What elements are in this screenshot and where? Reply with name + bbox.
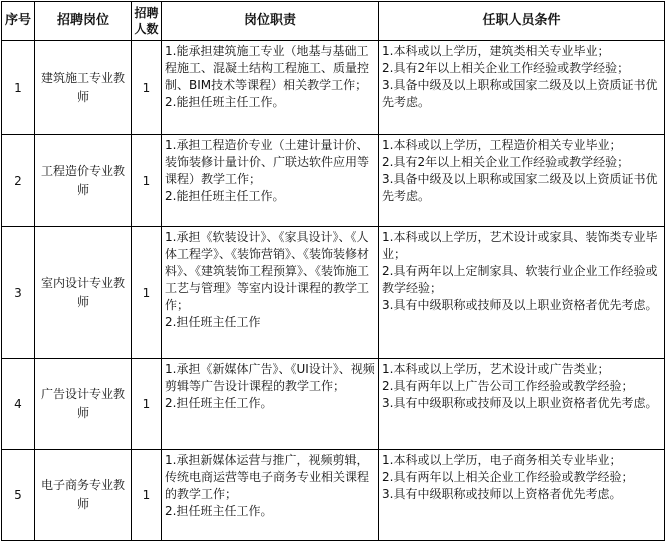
row-index: 1 — [2, 41, 35, 135]
row-index: 5 — [2, 450, 35, 541]
duty-item: 2.能担任班主任工作。 — [165, 95, 285, 109]
duty-item: 1.承担工程造价专业（土建计量计价、装饰装修计量计价、广联达软件应用等课程）教学工作； — [165, 138, 370, 186]
header-position: 招聘岗位 — [35, 2, 132, 41]
duty-item: 2.能担任班主任工作。 — [165, 189, 285, 203]
table-row — [2, 41, 665, 135]
requirement-item: 3.具有中级职称或技师及以上职业资格者优先考虑。 — [382, 298, 658, 312]
requirement-item: 2.具有两年以上定制家具、软装行业企业工作经验或教学经验； — [382, 264, 658, 295]
row-position: 室内设计专业教师 — [35, 227, 132, 359]
recruitment-table — [1, 1, 665, 541]
row-count: 1 — [132, 450, 162, 541]
row-duties — [162, 41, 379, 135]
row-duties — [162, 359, 379, 450]
row-requirements — [379, 227, 665, 359]
row-duties — [162, 450, 379, 541]
header-count-line2: 人数 — [134, 22, 159, 36]
row-position: 电子商务专业教师 — [35, 450, 132, 541]
header-index: 序号 — [2, 2, 35, 41]
requirement-item: 1.本科或以上学历，艺术设计或家具、装饰类专业毕业； — [382, 230, 658, 261]
header-requirements: 任职人员条件 — [379, 2, 665, 41]
duty-item: 2.担任班主任工作。 — [165, 504, 273, 518]
requirement-item: 3.具有中级职称或技师以上资格者优先考虑。 — [382, 487, 622, 501]
requirement-item: 2.具有两年以上相关企业工作经验或教学经验； — [382, 470, 634, 484]
row-duties — [162, 135, 379, 227]
requirement-item: 2.具有2年以上相关企业工作经验或教学经验； — [382, 155, 630, 169]
row-requirements — [379, 359, 665, 450]
row-count: 1 — [132, 135, 162, 227]
row-index: 2 — [2, 135, 35, 227]
requirement-item: 3.具备中级及以上职称或国家二级及以上资质证书优先考虑。 — [382, 172, 658, 203]
duty-item: 1.能承担建筑施工专业（地基与基础工程施工、混凝土结构工程施工、质量控制、BIM技术等课程）相关教学工作； — [165, 44, 370, 92]
row-index: 3 — [2, 227, 35, 359]
duty-item: 1.承担新媒体运营与推广，视频剪辑，传统电商运营等电子商务专业相关课程的教学工作； — [165, 453, 370, 501]
table-row — [2, 135, 665, 227]
header-count — [132, 2, 162, 41]
row-position: 建筑施工专业教师 — [35, 41, 132, 135]
table-row — [2, 227, 665, 359]
duty-item: 2.担任班主任工作。 — [165, 396, 273, 410]
header-row — [2, 2, 665, 41]
requirement-item: 2.具有2年以上相关企业工作经验或教学经验； — [382, 61, 630, 75]
duty-item: 2.担任班主任工作 — [165, 315, 261, 329]
requirement-item: 1.本科或以上学历，电子商务相关专业毕业； — [382, 453, 622, 467]
duty-item: 1.承担《新媒体广告》、《UI设计》、视频剪辑等广告设计课程的教学工作； — [165, 362, 375, 393]
requirement-item: 2.具有两年以上广告公司工作经验或教学经验； — [382, 379, 634, 393]
header-duties: 岗位职责 — [162, 2, 379, 41]
requirement-item: 1.本科或以上学历，建筑类相关专业毕业； — [382, 44, 610, 58]
row-count: 1 — [132, 41, 162, 135]
row-duties — [162, 227, 379, 359]
row-position: 广告设计专业教师 — [35, 359, 132, 450]
table-row — [2, 450, 665, 541]
header-count-line1: 招聘 — [134, 6, 159, 20]
requirement-item: 3.具有中级职称或技师及以上职业资格者优先考虑。 — [382, 396, 658, 410]
row-index: 4 — [2, 359, 35, 450]
row-requirements — [379, 135, 665, 227]
row-count: 1 — [132, 227, 162, 359]
row-requirements — [379, 450, 665, 541]
row-position: 工程造价专业教师 — [35, 135, 132, 227]
table-row — [2, 359, 665, 450]
duty-item: 1.承担《软装设计》、《家具设计》、《人体工程学》、《装饰营销》、《装饰装修材料》、《建筑装饰工程预算》、《装饰施工工艺与管理》等室内设计课程的教学工作； — [165, 230, 370, 312]
requirement-item: 1.本科或以上学历，艺术设计或广告类业； — [382, 362, 610, 376]
row-requirements — [379, 41, 665, 135]
requirement-item: 3.具备中级及以上职称或国家二级及以上资质证书优先考虑。 — [382, 78, 658, 109]
row-count: 1 — [132, 359, 162, 450]
requirement-item: 1.本科或以上学历，工程造价相关专业毕业； — [382, 138, 622, 152]
